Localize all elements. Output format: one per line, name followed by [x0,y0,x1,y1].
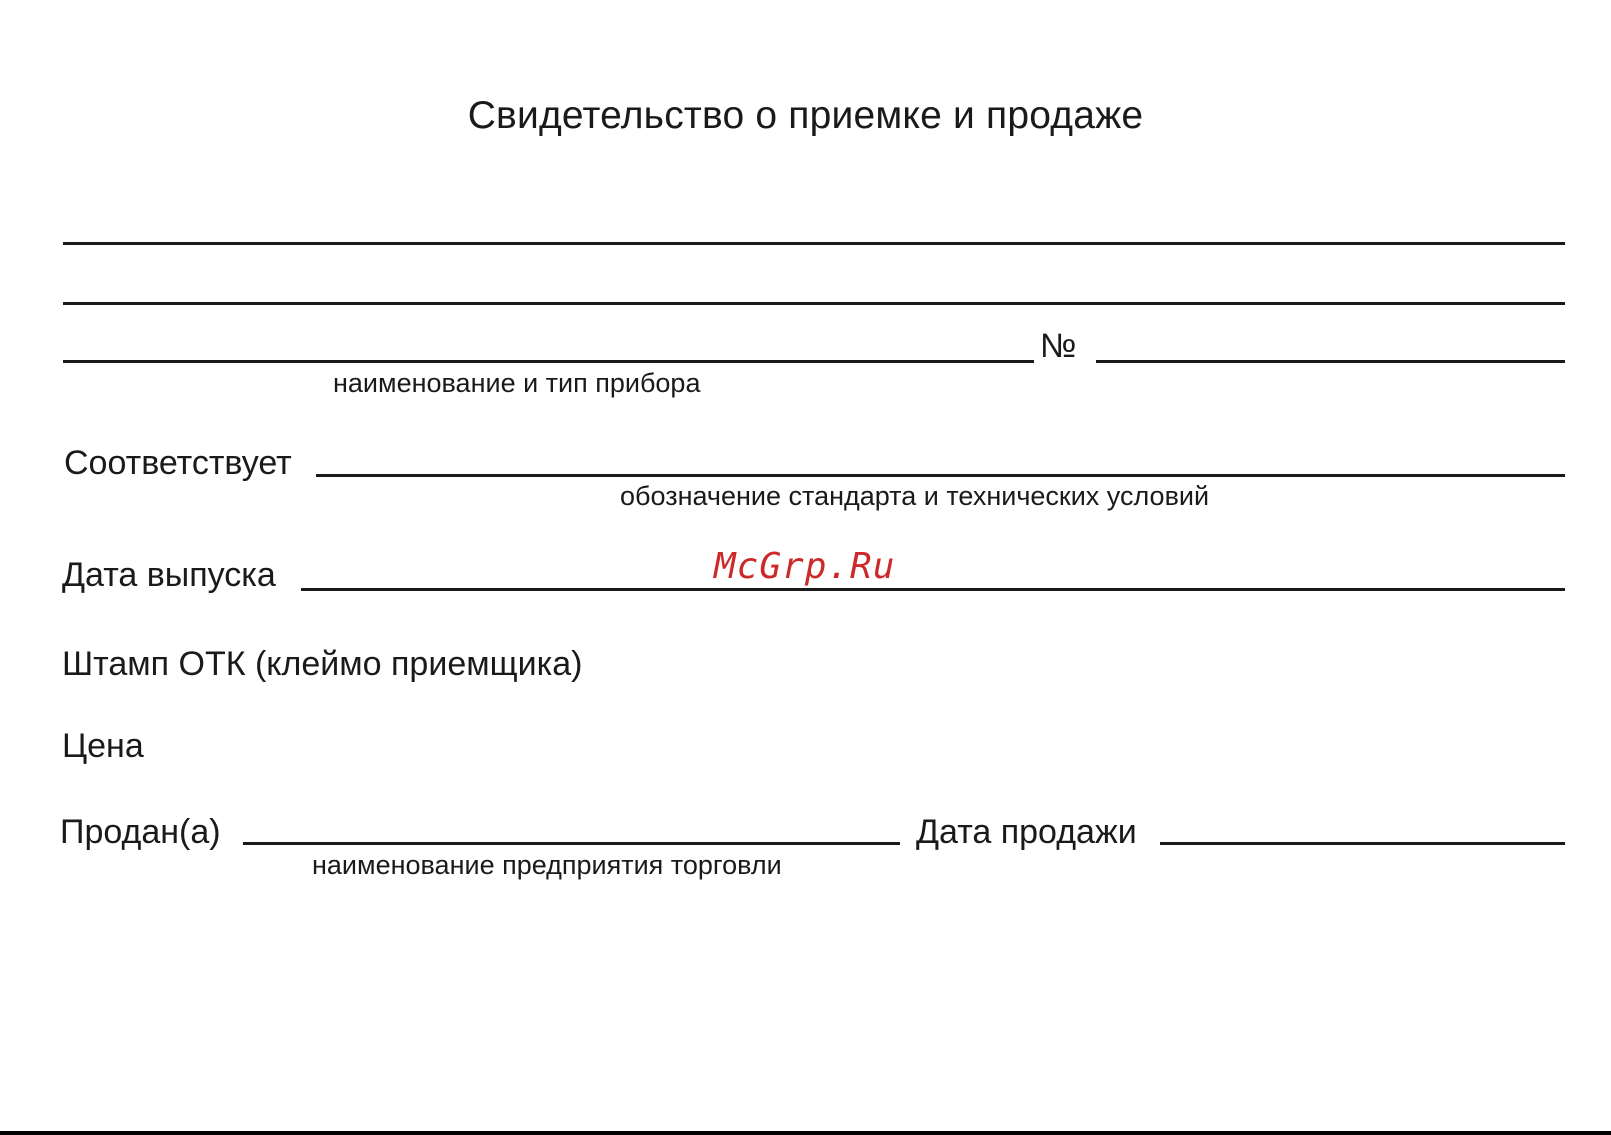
conformity-caption: обозначение стандарта и технических условий [620,481,1210,511]
conformity-label: Соответствует [64,444,292,482]
page-title: Свидетельство о приемке и продаже [467,94,1144,137]
issue-date-line[interactable] [301,588,1565,591]
sale-date-line[interactable] [1160,842,1565,845]
stamp-label: Штамп ОТК (клеймо приемщика) [62,645,583,683]
sold-by-caption: наименование предприятия торговли [312,850,782,880]
device-name-line-1[interactable] [63,242,1565,245]
sold-label: Продан(а) [60,813,221,851]
sold-by-line[interactable] [243,842,900,845]
sale-date-label: Дата продажи [916,813,1137,851]
page-bottom-border [0,1131,1611,1135]
device-name-caption: наименование и тип прибора [333,368,701,398]
conformity-line[interactable] [316,474,1565,477]
device-name-line-3[interactable] [63,360,1034,363]
issue-date-label: Дата выпуска [62,556,276,594]
watermark-logo: McGrp.Ru [714,546,896,587]
serial-number-line[interactable] [1096,360,1565,363]
price-label: Цена [62,727,144,765]
serial-number-label: № [1040,327,1077,365]
device-name-line-2[interactable] [63,302,1565,305]
